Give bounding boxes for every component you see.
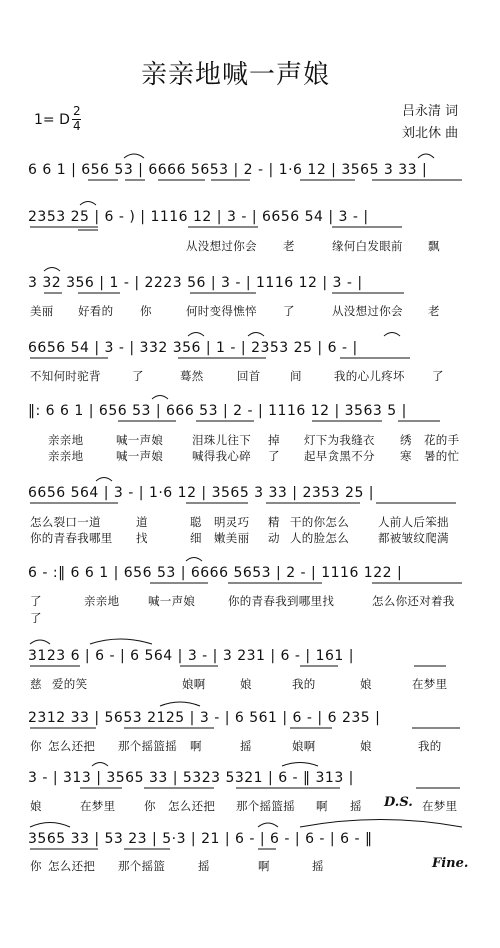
lyric-r3-5: 了 [283,304,295,318]
lyric-r10-7: 摇 [350,799,362,813]
time-signature-numerator: 2 [73,104,81,118]
lyric-r10-6: 啊 [316,799,328,813]
lyric2-r5-3: 喊得我心碎 [192,449,251,463]
lyric-r5-7: 花的手 [424,433,460,447]
lyric-r10-2: 在梦里 [80,799,116,813]
notation-row-7: 6 - :‖ 6 6 1 | 656 53 | 6666 5653 | 2 - | 1116 122 | [28,565,403,581]
time-signature-denominator: 4 [73,119,81,133]
lyric-r9-1: 你 [30,739,42,753]
lyric-r9-6: 娘啊 [292,739,316,753]
lyric-r8-3: 娘啊 [182,677,206,691]
lyric-r6-7: 人前人后笨拙 [378,515,449,529]
lyric-r10-8: 在梦里 [422,799,458,813]
lyric-r8-6: 娘 [360,677,372,691]
lyric-r4-1: 不知何时驼背 [30,369,101,383]
lyric-r11-3: 那个摇篮 [118,859,166,873]
notation-row-2: 2353 25 | 6 - ) | 1116 12 | 3 - | 6656 54 | 3 - | [28,209,369,225]
notation-row-6: 6656 564 | 3 - | 1·6 12 | 3565 3 33 | 2353 25 | [28,485,375,501]
lyric-r9-2: 怎么还把 [48,739,96,753]
lyric-r3-6: 从没想过你会 [332,304,403,318]
lyric2-r6-6: 人的脸怎么 [290,531,349,545]
lyric-r6-1: 怎么裂口一道 [30,515,101,529]
lyric2-r5-1: 亲亲地 [48,449,84,463]
lyric-r11-5: 啊 [258,859,270,873]
lyric-r11-1: 你 [30,859,42,873]
lyric-r9-5: 摇 [240,739,252,753]
lyric-r11-6: 摇 [312,859,324,873]
lyric-r7-1: 了 [30,594,42,608]
lyric2-r7-1: 了 [30,611,42,625]
lyric-r4-4: 回首 [237,369,261,383]
lyricist-credit: 吕永清 词 [402,104,459,119]
lyric-r6-4: 明灵巧 [214,515,250,529]
notation-row-3: 3 32 356 | 1 - | 2223 56 | 3 - | 1116 12 | 3 - | [28,275,363,291]
notation-row-5: ‖: 6 6 1 | 656 53 | 666 53 | 2 - | 1116 12 | 3563 5 | [28,403,407,419]
lyric2-r5-7: 暑的忙 [424,449,460,463]
lyric-r8-1: 慈 [30,677,42,691]
lyric-r9-7: 娘 [360,739,372,753]
lyric2-r6-1: 你的青春我哪里 [30,531,113,545]
notation-row-1: 6 6 1 | 656 53 | 6666 5653 | 2 - | 1·6 12 | 3565 3 33 | [28,162,428,178]
lyric-r11-4: 摇 [198,859,210,873]
composer-credit: 刘北休 曲 [402,126,459,141]
lyric-r8-2: 爱的笑 [52,677,88,691]
lyric-r10-3: 你 [144,799,156,813]
lyric-r11-2: 怎么还把 [48,859,96,873]
lyric-r5-4: 掉 [268,433,280,447]
lyric2-r6-7: 都被皱纹爬满 [378,531,449,545]
lyric-r4-5: 间 [290,369,302,383]
lyric-r4-3: 蓦然 [180,369,204,383]
song-title: 亲亲地喊一声娘 [141,60,331,90]
lyric-r3-2: 好看的 [78,304,114,318]
notation-row-4: 6656 54 | 3 - | 332 356 | 1 - | 2353 25 | 6 - | [28,340,358,356]
lyric-r6-2: 道 [136,515,148,529]
lyric-r2-4: 飘 [428,239,440,253]
notation-row-9: 2312 33 | 5653 2125 | 3 - | 6 561 | 6 - | 6 235 | [28,710,381,726]
lyric-r5-6: 绣 [400,433,412,447]
lyric2-r6-2: 找 [136,531,148,545]
lyric-r4-7: 了 [432,369,444,383]
lyric-r5-1: 亲亲地 [48,433,84,447]
notation-row-11: 3565 33 | 53 23 | 5·3 | 21 | 6 - | 6 - | 6 - | 6 - ‖ [28,831,373,847]
lyric-r2-2: 老 [283,239,295,253]
lyric-r7-3: 喊一声娘 [148,594,196,608]
dal-segno-mark: D.S. [384,795,413,810]
lyric2-r6-3: 细 [190,531,202,545]
fine-mark: Fine. [432,856,469,871]
lyric-r9-4: 啊 [190,739,202,753]
lyric-r3-4: 何时变得憔悴 [186,304,257,318]
lyric-r3-1: 美丽 [30,304,54,318]
lyric-r10-4: 怎么还把 [168,799,216,813]
lyric-r7-2: 亲亲地 [84,594,120,608]
lyric-r5-5: 灯下为我缝衣 [304,433,375,447]
key-signature: 1= D [34,112,70,128]
lyric-r8-4: 娘 [240,677,252,691]
lyric-r10-5: 那个摇篮摇 [236,799,295,813]
lyric2-r6-5: 动 [268,531,280,545]
lyric-r9-3: 那个摇篮摇 [118,739,177,753]
lyric-r4-6: 我的心儿疼坏 [334,369,405,383]
lyric-r5-2: 喊一声娘 [116,433,164,447]
lyric-r5-3: 泪珠儿往下 [192,433,251,447]
lyric-r3-3: 你 [140,304,152,318]
lyric-r7-4: 你的青春我到哪里找 [228,594,335,608]
notation-row-10: 3 - | 313 | 3565 33 | 5323 5321 | 6 - ‖ 313 | [28,770,354,786]
lyric2-r5-2: 喊一声娘 [116,449,164,463]
lyric-r10-1: 娘 [30,799,42,813]
lyric-r7-5: 怎么你还对着我 [372,594,455,608]
lyric-r8-5: 我的 [292,677,316,691]
lyric2-r6-4: 嫩美丽 [214,531,250,545]
lyric-r6-3: 聪 [190,515,202,529]
lyric2-r5-4: 了 [268,449,280,463]
lyric2-r5-5: 起早贪黑不分 [304,449,375,463]
lyric-r4-2: 了 [132,369,144,383]
lyric-r6-6: 干的你怎么 [290,515,349,529]
lyric-r2-3: 缘何白发眼前 [332,239,403,253]
lyric-r6-5: 精 [268,515,280,529]
lyric-r3-7: 老 [428,304,440,318]
lyric-r2-1: 从没想过你会 [186,239,257,253]
lyric2-r5-6: 寒 [400,449,412,463]
lyric-r8-7: 在梦里 [412,677,448,691]
notation-row-8: 3123 6 | 6 - | 6 564 | 3 - | 3 231 | 6 - | 161 | [28,648,354,664]
lyric-r9-8: 我的 [418,739,442,753]
